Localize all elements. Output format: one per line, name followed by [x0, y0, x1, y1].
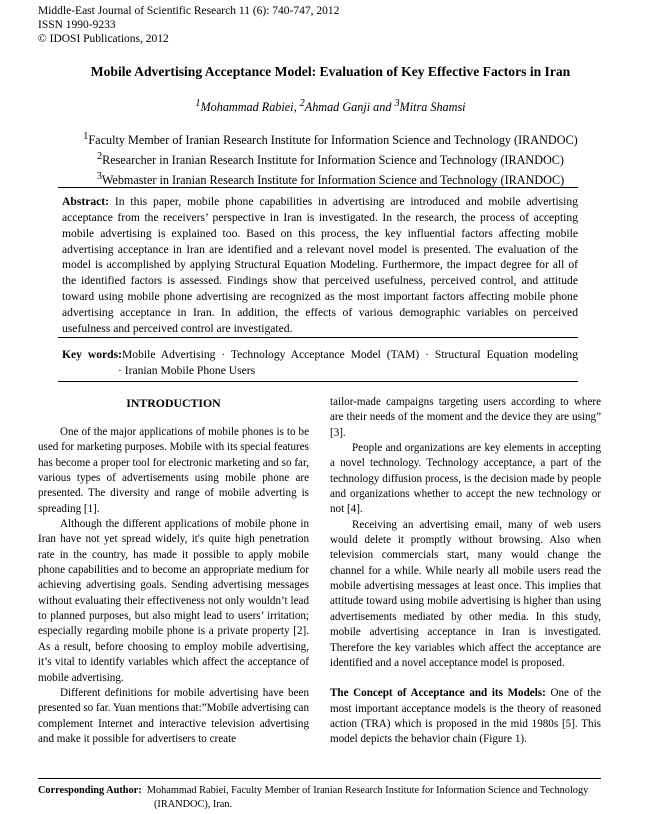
author-sup: 1	[195, 98, 201, 109]
abstract	[62, 194, 578, 337]
concept-text: One of the most important acceptance models is the theory of reasoned action (TRA) which is proposed in the mid 1980s [5]. This model depicts the behavior chain (Figure 1).	[330, 687, 601, 746]
right-column	[330, 395, 601, 748]
keywords-bottom-rule	[58, 381, 578, 382]
subsection-heading: The Concept of Acceptance and its Models:	[330, 687, 546, 700]
corresponding-author-footer	[38, 784, 601, 812]
concept-paragraph	[330, 686, 601, 747]
issn: ISSN 1990-9233	[38, 19, 116, 31]
journal-header	[38, 4, 339, 46]
left-column	[38, 425, 309, 747]
paragraph: Receiving an advertising email, many of web users would delete it promptly without browsing. Also when television commercials start, many would change the channel for a while. While nearly all mobile users read the mobile advertising messages at least once. This implies that attitude toward using mobile advertising is higher than using advertisements mediated by other media. In this study, mobile advertising acceptance in Iran is investigated. Therefore the key variables which affect the acceptance are identified and a novel acceptance model is proposed.	[330, 518, 601, 669]
affiliation-sup: 2	[97, 150, 103, 162]
paragraph: Different definitions for mobile advertising have been presented so far. Yuan mentions that:”Mobile advertising can complement Internet and interactive television advertising and make it possible for advertisers to create	[38, 686, 309, 745]
author-list	[0, 98, 661, 115]
author-name: Ahmad Ganji and	[304, 100, 395, 115]
paragraph: People and organizations are key elements in accepting a novel technology. Technology acceptance, a part of the technology diffusion process, is the decision made by people and organizations whether to accept the new technology or not [4].	[330, 442, 601, 516]
affiliation-text: Webmaster in Iranian Research Institute for Information Science and Technology (IRANDOC)	[101, 172, 565, 187]
affiliation-sup: 3	[96, 170, 102, 182]
footer-rule	[38, 778, 601, 779]
keywords-line: Mobile Advertising · Technology Acceptance Model (TAM) · Structural Equation modeling	[121, 348, 579, 361]
affiliation-text: Faculty Member of Iranian Research Institute for Information Science and Technology (IRANDOC)	[88, 133, 578, 148]
paper-title: Mobile Advertising Acceptance Model: Evaluation of Key Effective Factors in Iran	[90, 64, 571, 79]
journal-citation: Middle-East Journal of Scientific Research 11 (6): 740-747, 2012	[38, 5, 340, 17]
author-name: Mohammad Rabiei,	[200, 100, 300, 115]
affiliation	[0, 169, 661, 189]
author-sup: 2	[299, 98, 305, 109]
footer-text: Mohammad Rabiei, Faculty Member of Iranian Research Institute for Information Science and Technology	[146, 785, 589, 796]
section-heading-introduction: INTRODUCTION	[126, 396, 221, 410]
affiliation-text: Researcher in Iranian Research Institute for Information Science and Technology (IRANDOC)	[102, 152, 564, 167]
abstract-text: In this paper, mobile phone capabilities in advertising are introduced and mobile advertising acceptance from the receivers’ perspective in Iran is investigated. In the research, the process of accepting mobile advertising is explained too. Based on this process, the key influential factors affecting mobile advertising acceptance in Iran are identified and a relevant novel model is presented. The evaluation of the model is accomplished by applying Structural Equation Modeling. Furthermore, the impact degree for all of the identified factors is assessed. Findings show that perceived usefulness, perceived control, and attitude toward using mobile phone advertising are recognized as the most important factors affecting mobile phone advertising acceptance in Iran. In addition, the effects of various demographic variables on perceived usefulness and perceived control are investigated.	[62, 195, 578, 335]
keywords-line-continued: · Iranian Mobile Phone Users	[118, 364, 256, 377]
affiliation-sup: 1	[83, 131, 89, 142]
copyright: © IDOSI Publications, 2012	[38, 33, 169, 45]
abstract-label: Abstract:	[62, 195, 110, 208]
footer-text-continued: (IRANDOC), Iran.	[154, 799, 233, 811]
paragraph: One of the major applications of mobile phones is to be used for marketing purposes. Mobile with its special features has become a proper tool for electronic marketing and so far, various types of advertisements using mobile phone are presented. The diversity and range of mobile adverting is spreading [1].	[38, 426, 309, 515]
affiliation-list	[0, 129, 661, 189]
abstract-top-rule	[58, 187, 578, 188]
paragraph: Although the different applications of mobile phone in Iran have not yet spread widely, it's quite high penetration rate in the country, has made it possible to apply mobile phone capabilities and to become an appropriate medium for achieving advertising goals. Sending advertising messages without evaluating their effectiveness not only wouldn’t lead to planned purposes, but also might lead to users’ irritation; especially regarding mobile phone is a private property [2]. As a result, before choosing to employ mobile advertising, it’s vital to identify variables which affect the acceptance of mobile advertising.	[38, 518, 309, 684]
author-name: Mitra Shamsi	[399, 100, 466, 115]
keywords	[62, 347, 578, 363]
paragraph: tailor-made campaigns targeting users according to where are their needs of the moment and the device they are using” [3].	[330, 396, 601, 439]
footer-label: Corresponding Author:	[38, 785, 142, 796]
affiliation	[0, 129, 661, 149]
abstract-bottom-rule	[58, 337, 578, 338]
affiliation	[0, 149, 661, 169]
author-sup: 3	[394, 98, 400, 109]
keywords-label: Key words:	[62, 348, 122, 361]
